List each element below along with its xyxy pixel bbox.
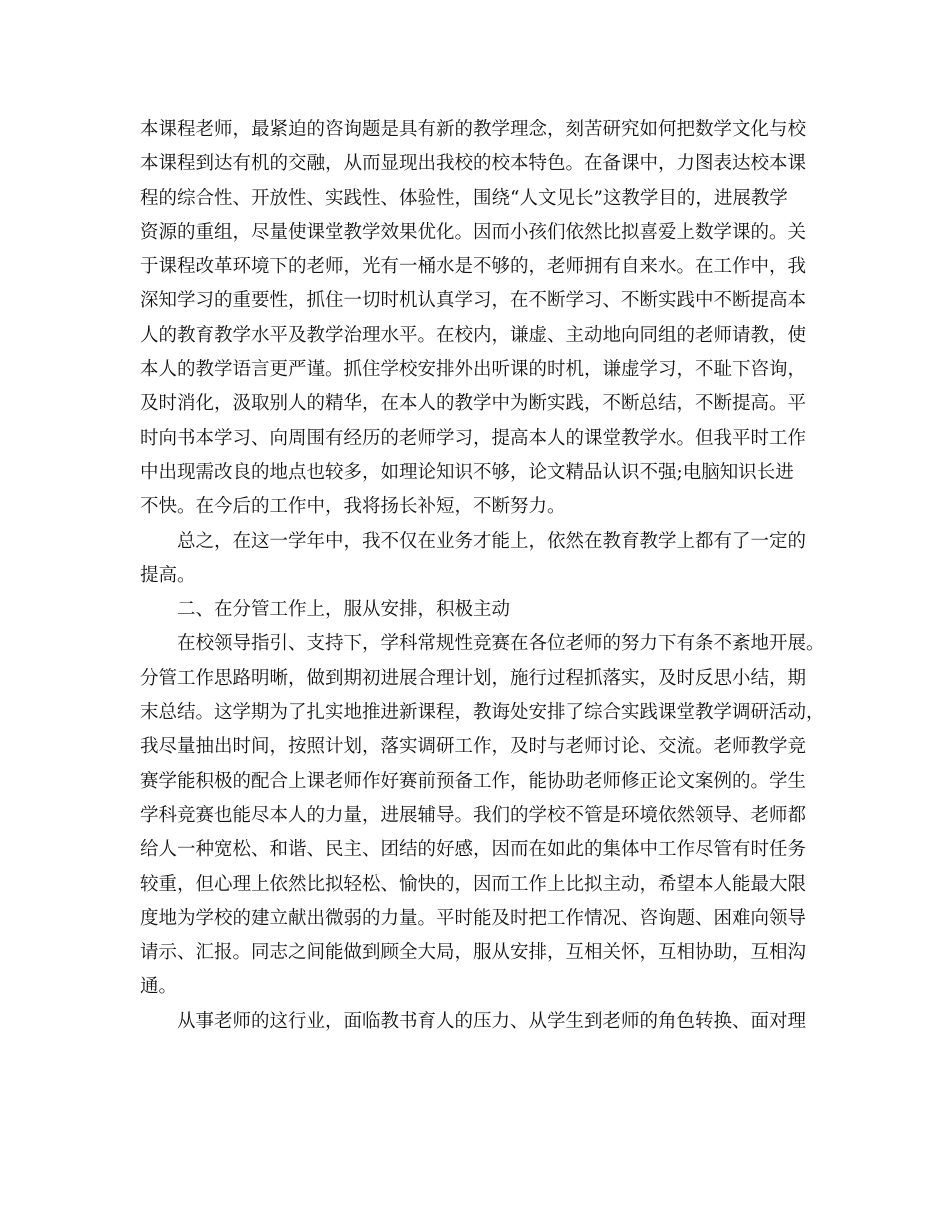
text-line: 我尽量抽出时间，按照计划，落实调研工作，及时与老师讨论、交流。老师教学竞 [140,736,807,758]
text-line: 分管工作思路明晰，做到期初进展合理计划，施行过程抓落实，及时反思小结，期 [140,667,807,689]
text-line: 请示、汇报。同志之间能做到顾全大局，服从安排，互相关怀，互相协助，互相沟 [140,942,807,964]
text-line: 不快。在今后的工作中，我将扬长补短，不断努力。 [140,496,566,518]
text-line: 较重，但心理上依然比拟轻松、愉快的，因而工作上比拟主动，希望本人能最大限 [140,873,807,895]
text-line: 本人的教学语言更严谨。抓住学校安排外出听课的时机，谦虚学习，不耻下咨询， [140,359,807,381]
text-line: 本课程老师，最紧迫的咨询题是具有新的教学理念，刻苦研究如何把数学文化与校 [140,119,807,140]
paragraph-first-line: 总之，在这一学年中，我不仅在业务才能上，依然在教育教学上都有了一定的 [177,530,807,552]
text-line: 提高。 [140,564,196,586]
text-line: 通。 [140,976,178,998]
text-line: 赛学能积极的配合上课老师作好赛前预备工作，能协助老师修正论文案例的。学生 [140,770,807,792]
text-line: 学科竞赛也能尽本人的力量，进展辅导。我们的学校不管是环境依然领导、老师都 [140,804,807,826]
text-line: 末总结。这学期为了扎实地推进新课程，教诲处安排了综合实践课堂教学调研活动， [140,702,825,724]
paragraph-first-line: 在校领导指引、支持下，学科常规性竞赛在各位老师的努力下有条不紊地开展。 [177,633,825,655]
text-line: 于课程改革环境下的老师，光有一桶水是不够的，老师拥有自来水。在工作中，我 [140,256,807,278]
document-body [140,113,825,1039]
text-line: 资源的重组，尽量使课堂教学效果优化。因而小孩们依然比拟喜爱上数学课的。关 [140,221,807,243]
text-line: 本课程到达有机的交融，从而显现出我校的校本特色。在备课中，力图表达校本课 [140,153,807,175]
text-line: 中出现需改良的地点也较多，如理论知识不够，论文精品认识不强;电脑知识长进 [140,461,794,483]
text-line: 时向书本学习、向周围有经历的老师学习，提高本人的课堂教学水。但我平时工作 [140,427,807,449]
section-heading: 二、在分管工作上，服从安排，积极主动 [177,599,511,621]
text-line: 度地为学校的建立献出微弱的力量。平时能及时把工作情况、咨询题、困难向领导 [140,907,807,929]
text-line: 人的教育教学水平及教学治理水平。在校内，谦虚、主动地向同组的老师请教，使 [140,324,807,346]
paragraph-first-line: 从事老师的这行业，面临教书育人的压力、从学生到老师的角色转换、面对理 [177,1010,807,1032]
text-line: 及时消化，汲取别人的精华，在本人的教学中为断实践，不断总结，不断提高。平 [140,393,807,415]
text-line: 深知学习的重要性，抓住一切时机认真学习，在不断学习、不断实践中不断提高本 [140,290,807,312]
text-line: 程的综合性、开放性、实践性、体验性，围绕“人文见长”这教学目的，进展教学 [140,187,788,209]
text-line: 给人一种宽松、和谐、民主、团结的好感，因而在如此的集体中工作尽管有时任务 [140,839,807,861]
